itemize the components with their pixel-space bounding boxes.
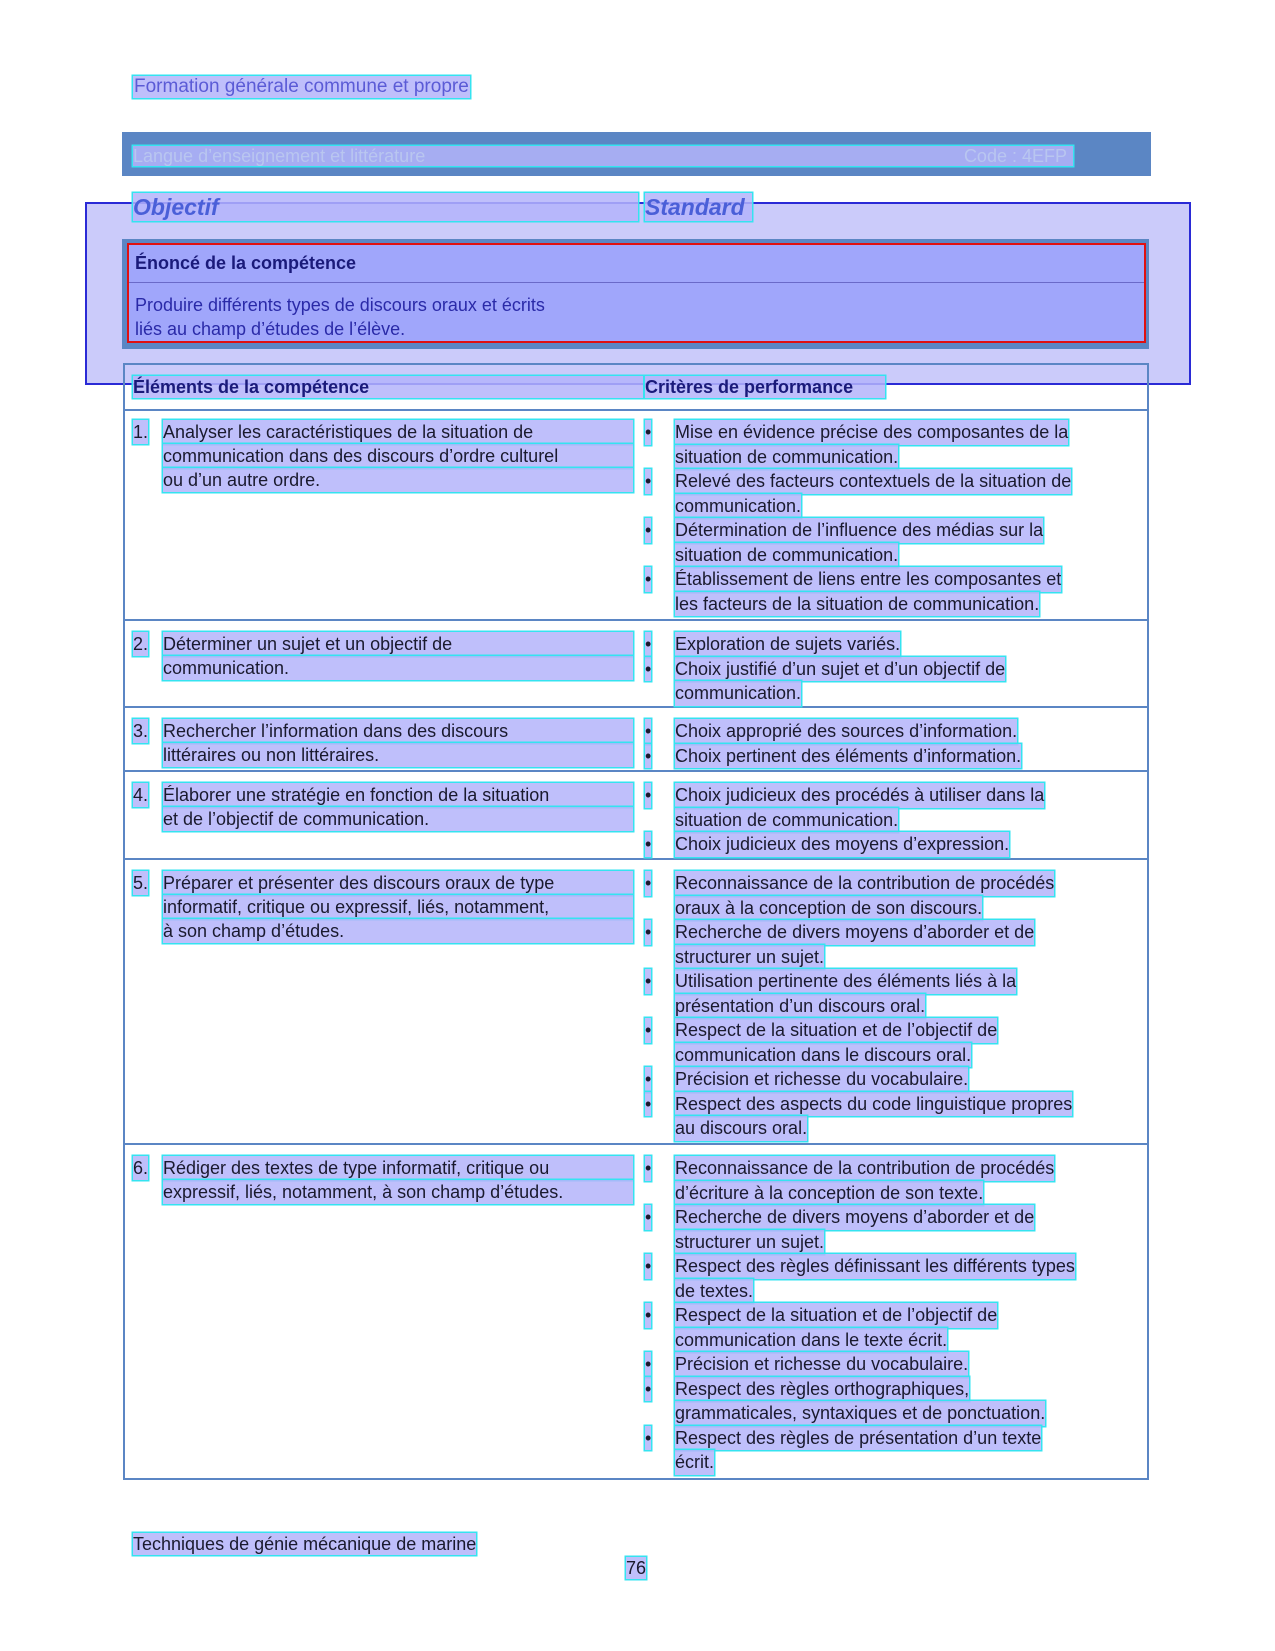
criterion-line: au discours oral. bbox=[675, 1116, 807, 1141]
bullet-icon: • bbox=[645, 1092, 651, 1117]
criterion-line: communication. bbox=[675, 494, 801, 519]
bullet-icon: • bbox=[645, 1067, 651, 1092]
criterion-item bbox=[645, 871, 1125, 920]
bullet-icon: • bbox=[645, 719, 651, 744]
element-text bbox=[163, 632, 633, 680]
criterion-item bbox=[645, 1352, 1125, 1377]
bullet-icon: • bbox=[645, 567, 651, 592]
criterion-line: Choix justifié d’un sujet et d’un objectif de bbox=[675, 657, 1005, 682]
criteria-list bbox=[645, 871, 1125, 1141]
criterion-line: Détermination de l’influence des médias sur la bbox=[675, 518, 1043, 543]
element-line: Rédiger des textes de type informatif, critique ou bbox=[163, 1156, 633, 1180]
bullet-icon: • bbox=[645, 920, 651, 945]
page-number: 76 bbox=[626, 1558, 647, 1578]
bullet-icon: • bbox=[645, 1205, 651, 1230]
bullet-icon: • bbox=[645, 1156, 651, 1181]
element-text bbox=[163, 1156, 633, 1204]
element-line: Déterminer un sujet et un objectif de bbox=[163, 632, 633, 656]
bullet-icon: • bbox=[645, 783, 651, 808]
criterion-item bbox=[645, 632, 1125, 657]
criterion-item bbox=[645, 1156, 1125, 1205]
criterion-line: Précision et richesse du vocabulaire. bbox=[675, 1352, 968, 1377]
criterion-item bbox=[645, 744, 1125, 769]
bullet-icon: • bbox=[645, 1426, 651, 1451]
row-divider bbox=[125, 619, 1147, 621]
competence-element bbox=[133, 783, 633, 831]
criterion-item bbox=[645, 969, 1125, 1018]
criterion-line: structurer un sujet. bbox=[675, 945, 824, 970]
bullet-icon: • bbox=[645, 420, 651, 445]
enonce-line: liés au champ d’études de l’élève. bbox=[135, 319, 406, 339]
criterion-line: Choix pertinent des éléments d’information. bbox=[675, 744, 1021, 769]
competence-element bbox=[133, 1156, 633, 1204]
row-divider bbox=[125, 770, 1147, 772]
bullet-icon: • bbox=[645, 969, 651, 994]
criteria-list bbox=[645, 783, 1125, 857]
element-line: Rechercher l’information dans des discours bbox=[163, 719, 633, 743]
criterion-line: présentation d’un discours oral. bbox=[675, 994, 925, 1019]
element-line: et de l’objectif de communication. bbox=[163, 807, 633, 831]
element-number: 1. bbox=[133, 422, 149, 442]
element-text bbox=[163, 871, 633, 943]
element-number: 3. bbox=[133, 721, 149, 741]
criterion-line: Choix judicieux des procédés à utiliser dans la bbox=[675, 783, 1044, 808]
criterion-item bbox=[645, 657, 1125, 706]
section-title: Formation générale commune et propre bbox=[134, 76, 469, 97]
bullet-icon: • bbox=[645, 469, 651, 494]
criterion-line: situation de communication. bbox=[675, 808, 898, 833]
criteria-list bbox=[645, 420, 1125, 616]
element-line: communication. bbox=[163, 656, 633, 680]
element-line: littéraires ou non littéraires. bbox=[163, 743, 633, 767]
criterion-line: Respect des règles de présentation d’un texte bbox=[675, 1426, 1041, 1451]
criterion-line: Respect des règles orthographiques, bbox=[675, 1377, 969, 1402]
course-code: Code : 4EFP bbox=[963, 146, 1067, 166]
criterion-item bbox=[645, 1254, 1125, 1303]
competence-element bbox=[133, 871, 633, 943]
criterion-line: les facteurs de la situation de communication. bbox=[675, 592, 1039, 617]
element-line: Élaborer une stratégie en fonction de la situation bbox=[163, 783, 633, 807]
criterion-line: Relevé des facteurs contextuels de la situation de bbox=[675, 469, 1071, 494]
element-number: 4. bbox=[133, 785, 149, 805]
subject-banner-text bbox=[133, 146, 1073, 166]
criterion-line: Utilisation pertinente des éléments liés à la bbox=[675, 969, 1016, 994]
criterion-item bbox=[645, 719, 1125, 744]
criterion-line: Respect des aspects du code linguistique propres bbox=[675, 1092, 1072, 1117]
criterion-line: de textes. bbox=[675, 1279, 753, 1304]
row-divider bbox=[125, 1143, 1147, 1145]
criteria-list bbox=[645, 1156, 1125, 1475]
criteria-list bbox=[645, 632, 1125, 706]
criterion-line: Respect des règles définissant les différents types bbox=[675, 1254, 1075, 1279]
criterion-line: Recherche de divers moyens d’aborder et de bbox=[675, 920, 1034, 945]
subject-name: Langue d’enseignement et littérature bbox=[133, 146, 426, 166]
element-line: expressif, liés, notamment, à son champ d’études. bbox=[163, 1180, 633, 1204]
criterion-item bbox=[645, 1018, 1125, 1067]
criterion-line: Recherche de divers moyens d’aborder et de bbox=[675, 1205, 1034, 1230]
criterion-line: Précision et richesse du vocabulaire. bbox=[675, 1067, 968, 1092]
bullet-icon: • bbox=[645, 1254, 651, 1279]
bullet-icon: • bbox=[645, 871, 651, 896]
element-number: 6. bbox=[133, 1158, 149, 1178]
criterion-line: communication dans le texte écrit. bbox=[675, 1328, 947, 1353]
criterion-line: Mise en évidence précise des composantes de la bbox=[675, 420, 1068, 445]
competence-element bbox=[133, 632, 633, 680]
bullet-icon: • bbox=[645, 1303, 651, 1328]
element-line: communication dans des discours d’ordre culturel bbox=[163, 444, 633, 468]
element-line: informatif, critique ou expressif, liés, notamment, bbox=[163, 895, 633, 919]
criterion-item bbox=[645, 518, 1125, 567]
criterion-item bbox=[645, 1377, 1125, 1426]
column-header-criteria: Critères de performance bbox=[645, 376, 885, 398]
criterion-line: Choix approprié des sources d’information. bbox=[675, 719, 1017, 744]
objectif-label: Objectif bbox=[133, 193, 638, 221]
bullet-icon: • bbox=[645, 832, 651, 857]
criteria-list bbox=[645, 719, 1125, 768]
standard-label: Standard bbox=[645, 193, 752, 221]
bullet-icon: • bbox=[645, 518, 651, 543]
criterion-line: écrit. bbox=[675, 1450, 714, 1475]
criterion-item bbox=[645, 469, 1125, 518]
criterion-line: Établissement de liens entre les composantes et bbox=[675, 567, 1061, 592]
criterion-line: Reconnaissance de la contribution de procédés bbox=[675, 1156, 1054, 1181]
element-number: 2. bbox=[133, 634, 149, 654]
criterion-line: Choix judicieux des moyens d’expression. bbox=[675, 832, 1009, 857]
bullet-icon: • bbox=[645, 1352, 651, 1377]
element-number: 5. bbox=[133, 873, 149, 893]
enonce-line: Produire différents types de discours oraux et écrits bbox=[135, 295, 545, 315]
criterion-line: communication. bbox=[675, 681, 801, 706]
criterion-item bbox=[645, 567, 1125, 616]
enonce-title: Énoncé de la compétence bbox=[135, 253, 357, 273]
row-divider bbox=[125, 858, 1147, 860]
element-line: Analyser les caractéristiques de la situation de bbox=[163, 420, 633, 444]
element-line: à son champ d’études. bbox=[163, 919, 633, 943]
criterion-line: Reconnaissance de la contribution de procédés bbox=[675, 871, 1054, 896]
row-divider bbox=[125, 409, 1147, 411]
program-name: Techniques de génie mécanique de marine bbox=[133, 1534, 477, 1554]
criterion-item bbox=[645, 1426, 1125, 1475]
element-line: ou d’un autre ordre. bbox=[163, 468, 633, 492]
bullet-icon: • bbox=[645, 632, 651, 657]
criterion-line: situation de communication. bbox=[675, 543, 898, 568]
row-divider bbox=[125, 706, 1147, 708]
criterion-line: Exploration de sujets variés. bbox=[675, 632, 900, 657]
enonce-text bbox=[135, 293, 605, 341]
criterion-item bbox=[645, 1205, 1125, 1254]
criterion-item bbox=[645, 1303, 1125, 1352]
criterion-item bbox=[645, 1092, 1125, 1141]
element-text bbox=[163, 420, 633, 492]
bullet-icon: • bbox=[645, 744, 651, 769]
element-text bbox=[163, 783, 633, 831]
criterion-line: Respect de la situation et de l’objectif de bbox=[675, 1018, 997, 1043]
element-line: Préparer et présenter des discours oraux de type bbox=[163, 871, 633, 895]
enonce-divider bbox=[129, 282, 1144, 283]
criterion-item bbox=[645, 832, 1125, 857]
column-header-elements: Éléments de la compétence bbox=[133, 376, 643, 398]
criterion-line: d’écriture à la conception de son texte. bbox=[675, 1181, 983, 1206]
bullet-icon: • bbox=[645, 657, 651, 682]
criterion-line: oraux à la conception de son discours. bbox=[675, 896, 982, 921]
criterion-item bbox=[645, 783, 1125, 832]
criterion-line: Respect de la situation et de l’objectif de bbox=[675, 1303, 997, 1328]
criterion-item bbox=[645, 1067, 1125, 1092]
criterion-line: situation de communication. bbox=[675, 445, 898, 470]
criterion-line: grammaticales, syntaxiques et de ponctuation. bbox=[675, 1401, 1045, 1426]
criterion-line: structurer un sujet. bbox=[675, 1230, 824, 1255]
bullet-icon: • bbox=[645, 1377, 651, 1402]
competence-element bbox=[133, 719, 633, 767]
competence-element bbox=[133, 420, 633, 492]
criterion-item bbox=[645, 920, 1125, 969]
criterion-line: communication dans le discours oral. bbox=[675, 1043, 971, 1068]
criterion-item bbox=[645, 420, 1125, 469]
element-text bbox=[163, 719, 633, 767]
bullet-icon: • bbox=[645, 1018, 651, 1043]
